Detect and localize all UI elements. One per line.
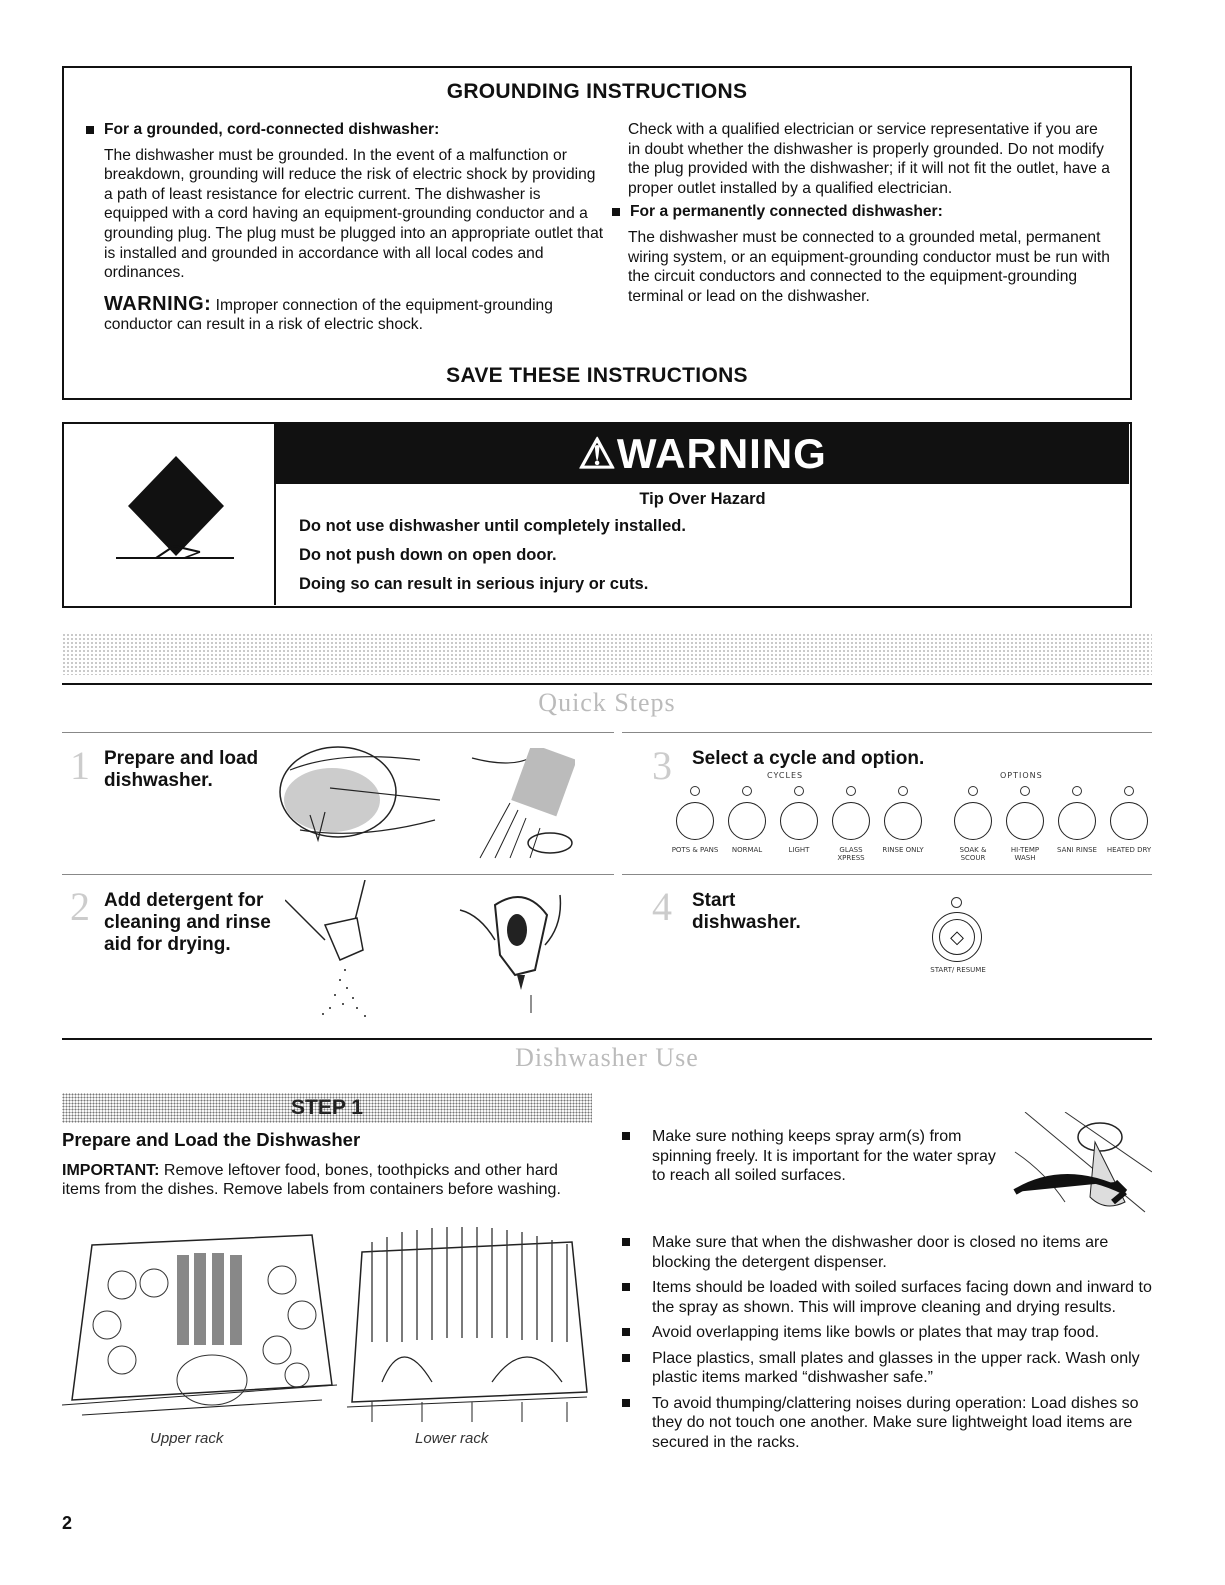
list-item: Place plastics, small plates and glasses in the upper rack. Wash only plastic items marked “dishwasher safe.” bbox=[622, 1349, 1152, 1388]
step-1-label: STEP 1 bbox=[291, 1096, 363, 1119]
warning-line-2: Do not push down on open door. bbox=[299, 546, 557, 564]
loading-cup-illustration bbox=[470, 748, 575, 860]
dishwasher-use-rule bbox=[62, 1038, 1152, 1040]
corded-heading: For a grounded, cord-connected dishwasher: bbox=[86, 120, 606, 140]
indicator-light bbox=[898, 786, 908, 796]
rinse-aid-bottle-illustration bbox=[455, 885, 570, 1015]
check-electrician-text: Check with a qualified electrician or service representative if you are in doubt whether the dishwasher is properly grounded. Do not modify the plug provided with the dishwasher; if it will not fit the outlet, have a proper outlet installed by a qualified electrician. bbox=[628, 121, 1110, 197]
warning-triangle-icon: ⚠ bbox=[578, 430, 617, 477]
bullet-icon bbox=[612, 208, 620, 216]
list-item: To avoid thumping/clattering noises during operation: Load dishes so they do not touch one another. Make sure lightweight load items are secured in the racks. bbox=[622, 1394, 1152, 1453]
start-play-icon: ◇ bbox=[939, 919, 975, 955]
detergent-pouring-illustration bbox=[285, 880, 405, 1020]
quick-steps-rule bbox=[62, 683, 1152, 685]
options-label: OPTIONS bbox=[1000, 771, 1043, 780]
indicator-light bbox=[846, 786, 856, 796]
step-1-bar bbox=[62, 1093, 592, 1123]
tip-over-illustration-panel bbox=[64, 424, 276, 605]
indicator-light bbox=[794, 786, 804, 796]
indicator-light bbox=[1124, 786, 1134, 796]
step-3-text: Select a cycle and option. bbox=[692, 748, 925, 769]
panel-button-label: LIGHT bbox=[788, 846, 810, 854]
quick-steps-title: Quick Steps bbox=[538, 688, 676, 717]
list-item: Avoid overlapping items like bowls or plates that may trap food. bbox=[622, 1323, 1152, 1343]
spray-arm-illustration bbox=[1005, 1112, 1152, 1224]
step-2-text: Add detergent for cleaning and rinse aid for drying. bbox=[104, 890, 271, 955]
panel-button[interactable] bbox=[1006, 802, 1044, 840]
important-note: IMPORTANT: Remove leftover food, bones, toothpicks and other hard items from the dishes. Remove labels from containers before washing. bbox=[62, 1162, 561, 1198]
bullet-icon bbox=[622, 1354, 630, 1362]
list-item: Make sure nothing keeps spray arm(s) from spinning freely. It is important for the water spray to reach all soiled surfaces. bbox=[622, 1127, 1002, 1186]
panel-button[interactable] bbox=[728, 802, 766, 840]
upper-rack-illustration bbox=[62, 1225, 337, 1425]
step-1-number: 1 bbox=[70, 743, 90, 788]
lower-rack-illustration bbox=[342, 1222, 592, 1422]
grounding-warning: WARNING: Improper connection of the equipment-grounding conductor can result in a risk of electric shock. bbox=[104, 292, 553, 334]
page-number: 2 bbox=[62, 1513, 73, 1533]
bullet-icon bbox=[622, 1283, 630, 1291]
grounding-right-column bbox=[612, 120, 1112, 308]
loading-plate-illustration bbox=[270, 740, 450, 852]
panel-button[interactable] bbox=[1058, 802, 1096, 840]
panel-button[interactable] bbox=[676, 802, 714, 840]
panel-button-label: NORMAL bbox=[731, 846, 763, 854]
step-4-text: Start dishwasher. bbox=[692, 890, 801, 933]
bullet-icon bbox=[86, 126, 94, 134]
grounding-left-column bbox=[86, 120, 606, 337]
tipping-dishwasher-icon bbox=[114, 454, 244, 564]
panel-button-label: SANI RINSE bbox=[1057, 846, 1097, 854]
start-indicator-light bbox=[951, 897, 962, 908]
panel-button[interactable] bbox=[1110, 802, 1148, 840]
panel-button[interactable] bbox=[884, 802, 922, 840]
quick-steps-subrule-right bbox=[622, 732, 1152, 733]
step-divider-left bbox=[62, 874, 614, 875]
list-item: Make sure that when the dishwasher door is closed no items are blocking the detergent dispenser. bbox=[622, 1233, 1152, 1272]
panel-button-label: POTS & PANS bbox=[671, 846, 719, 854]
cycles-label: CYCLES bbox=[767, 771, 804, 780]
start-resume-button[interactable] bbox=[932, 912, 982, 962]
tip-over-hazard-title: Tip Over Hazard bbox=[639, 490, 766, 508]
step-2-number: 2 bbox=[70, 884, 90, 929]
grounding-title: GROUNDING INSTRUCTIONS bbox=[446, 80, 748, 103]
upper-rack-caption: Upper rack bbox=[150, 1430, 224, 1447]
spray-arm-bullet-list bbox=[622, 1127, 1002, 1192]
warning-line-3: Doing so can result in serious injury or cuts. bbox=[299, 575, 649, 593]
prepare-load-heading: Prepare and Load the Dishwasher bbox=[62, 1129, 361, 1150]
quick-steps-subrule-left bbox=[62, 732, 614, 733]
start-resume-label: START/ RESUME bbox=[930, 966, 986, 974]
step-divider-right bbox=[622, 874, 1152, 875]
loading-tips-bullet-list bbox=[622, 1233, 1152, 1458]
bullet-icon bbox=[622, 1238, 630, 1246]
warning-banner: ⚠WARNING bbox=[276, 424, 1129, 484]
step-4-number: 4 bbox=[652, 884, 672, 929]
indicator-light bbox=[742, 786, 752, 796]
dishwasher-use-title: Dishwasher Use bbox=[515, 1043, 699, 1072]
indicator-light bbox=[1020, 786, 1030, 796]
step-3-number: 3 bbox=[652, 743, 672, 788]
control-panel bbox=[671, 786, 1152, 876]
bullet-icon bbox=[622, 1132, 630, 1140]
panel-button-label: HEATED DRY bbox=[1106, 846, 1152, 854]
dotted-separator-band bbox=[62, 633, 1152, 675]
bullet-icon bbox=[622, 1399, 630, 1407]
panel-button-label: HI-TEMP WASH bbox=[1010, 846, 1040, 862]
indicator-light bbox=[690, 786, 700, 796]
bullet-icon bbox=[622, 1328, 630, 1336]
permanent-heading: For a permanently connected dishwasher: bbox=[612, 202, 1112, 222]
indicator-light bbox=[1072, 786, 1082, 796]
grounding-instructions-box bbox=[62, 66, 1132, 400]
panel-button[interactable] bbox=[954, 802, 992, 840]
lower-rack-caption: Lower rack bbox=[415, 1430, 489, 1447]
panel-button-label: GLASS XPRESS bbox=[837, 846, 865, 862]
list-item: Items should be loaded with soiled surfaces facing down and inward to the spray as shown. This will improve cleaning and drying results. bbox=[622, 1278, 1152, 1317]
panel-button-label: RINSE ONLY bbox=[882, 846, 924, 854]
save-instructions: SAVE THESE INSTRUCTIONS bbox=[446, 364, 748, 387]
panel-button[interactable] bbox=[780, 802, 818, 840]
panel-button[interactable] bbox=[832, 802, 870, 840]
warning-line-1: Do not use dishwasher until completely installed. bbox=[299, 517, 686, 535]
step-1-text: Prepare and load dishwasher. bbox=[104, 748, 259, 791]
permanent-body: The dishwasher must be connected to a grounded metal, permanent wiring system, or an equipment-grounding conductor must be run with the circuit conductors and connected to the equipment-grounding terminal or lead on the dishwasher. bbox=[628, 228, 1110, 305]
tip-over-warning-box bbox=[62, 422, 1132, 608]
indicator-light bbox=[968, 786, 978, 796]
corded-body: The dishwasher must be grounded. In the event of a malfunction or breakdown, grounding will reduce the risk of electric shock by providing a path of least resistance for electric current. The dishwasher is equipped with a cord having an equipment-grounding conductor and a grounding plug. The plug must be plugged into an appropriate outlet that is installed and grounded in accordance with all local codes and ordinances. bbox=[104, 146, 604, 282]
panel-button-label: SOAK & SCOUR bbox=[959, 846, 987, 862]
